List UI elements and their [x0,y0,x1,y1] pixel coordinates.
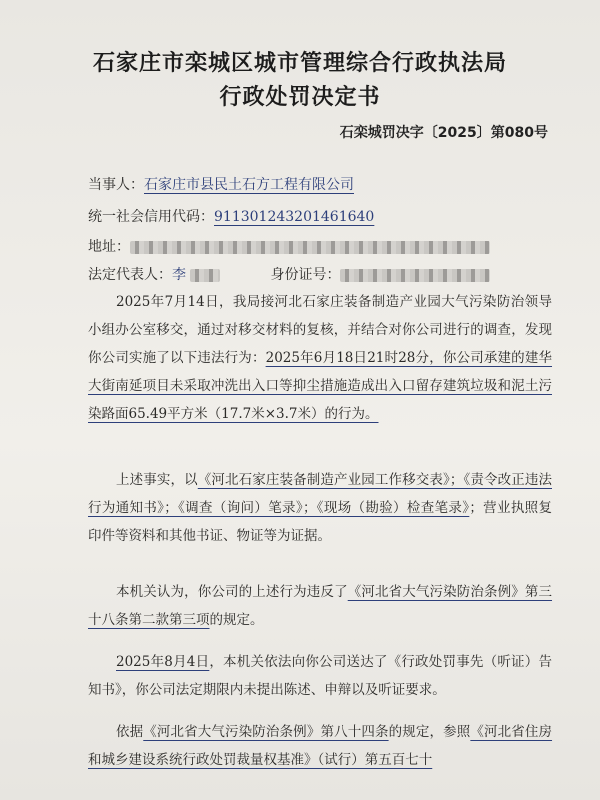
fact-paragraph [88,288,552,428]
address-label: 地址： [88,239,130,255]
document-number: 石栾城罚决字〔2025〕第080号 [339,125,548,141]
party-value: 石家庄市县民土石方工程有限公司 [144,177,354,193]
evidence-documents: 《河北石家庄装备制造产业园工作移交表》；《责令改正违法行为通知书》；《调查（询问）笔录》；《现场（勘验）检查笔录》 [88,472,552,516]
notice-date: 2025年8月4日 [116,654,210,670]
document-title: 行政处罚决定书 [219,85,381,110]
basis-intro: 依据 [116,724,144,740]
violation-intro: 本机关认为，你公司的上述行为违反了 [116,584,348,600]
violated-regulation: 《河北省大气污染防治条例》第三十八条第二款第三项 [88,584,553,628]
violation-end: 的规定。 [209,612,264,628]
basis-standard: 《河北省住房和城乡建设系统行政处罚裁量权基准》（试行）第五百七十 [88,724,553,768]
party-label: 当事人： [88,177,144,193]
violation-description: 2025年6月18日21时28分，你公司承建的建华大街南延项目未采取冲洗出入口等抑尘措施造成出入口留存建筑垃圾和泥土污染路面65.49平方米（17.7米×3.7米）的行为。 [88,350,553,422]
redacted-id-number [340,269,490,282]
address-row [88,236,490,256]
basis-paragraph [88,718,552,774]
issuer-title: 石家庄市栾城区城市管理综合行政执法局 [92,51,507,76]
basis-mid: 的规定，参照 [388,724,471,740]
notice-paragraph [88,648,552,704]
fact-intro: 2025年7月14日，我局接河北石家庄装备制造产业园大气污染防治领导小组办公室移交，通过对移交材料的复核，并结合对你公司进行的调查，发现你公司实施了以下违法行为： [88,294,552,366]
basis-regulation: 《河北省大气污染防治条例》第八十四条 [143,724,389,740]
redacted-address [130,241,490,254]
evidence-other: ；营业执照复印件等资料和其他书证、物证等为证据。 [88,500,553,544]
credit-code-value: 911301243201461640 [214,209,375,225]
notice-text: ，本机关依法向你公司送达了《行政处罚事先（听证）告知书》，你公司法定期限内未提出陈述、申辩以及听证要求。 [88,654,552,698]
party-row [88,174,354,194]
legal-rep-value: 李 [172,267,186,283]
legal-rep-label: 法定代表人： [88,267,172,283]
legal-rep-row [88,264,490,284]
redacted-name [190,269,220,282]
violation-paragraph [88,578,552,634]
id-number-label: 身份证号： [270,267,341,283]
evidence-intro: 上述事实，以 [116,472,198,488]
evidence-paragraph [88,466,552,550]
credit-code-label: 统一社会信用代码： [88,209,214,225]
credit-code-row [88,206,374,226]
